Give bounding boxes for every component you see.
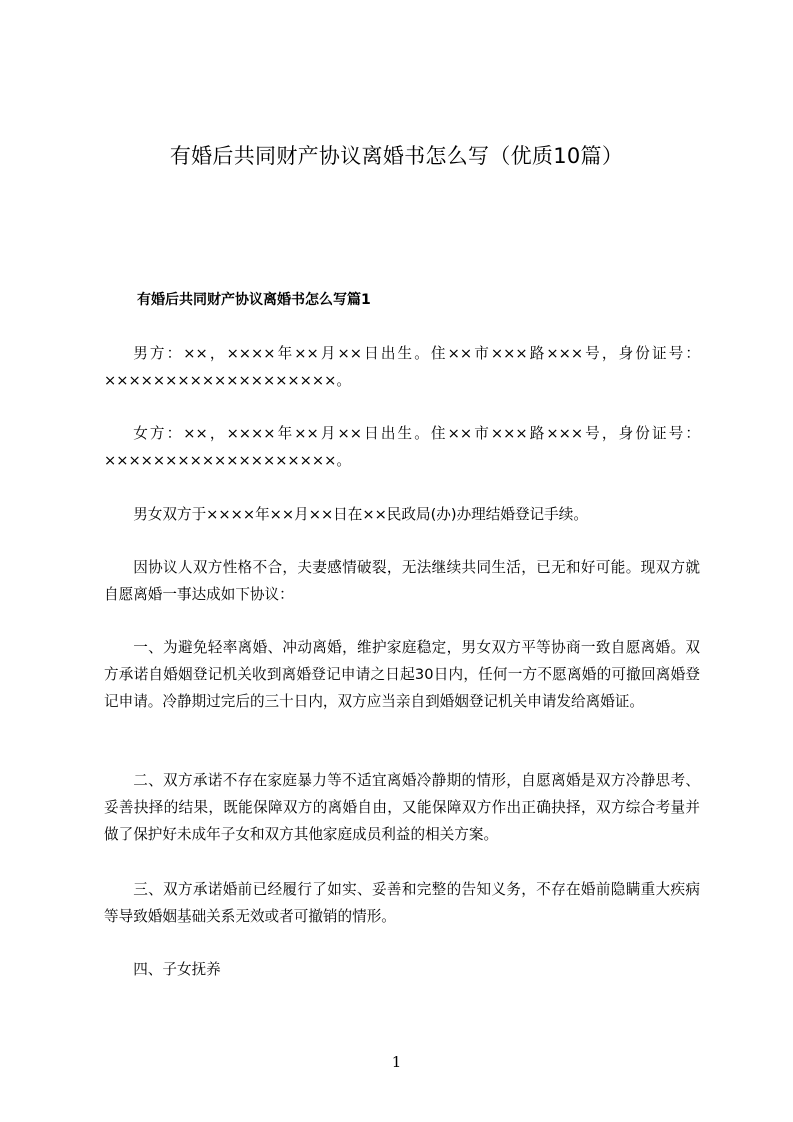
section-heading: 有婚后共同财产协议离婚书怎么写篇1 <box>137 292 371 308</box>
paragraph-female-party: 女方：××，××××年××月××日出生。住××市×××路×××号，身份证号：×××××××××××××××××××。 <box>104 425 700 469</box>
paragraph-male-party: 男方：××，××××年××月××日出生。住××市×××路×××号，身份证号：×××××××××××××××××××。 <box>104 345 700 389</box>
paragraph-reason: 因协议人双方性格不合，夫妻感情破裂，无法继续共同生活，已无和好可能。现双方就自愿离婚一事达成如下协议： <box>104 559 700 603</box>
paragraph-clause-2: 二、双方承诺不存在家庭暴力等不适宜离婚冷静期的情形，自愿离婚是双方冷静思考、妥善抉择的结果，既能保障双方的离婚自由，又能保障双方作出正确抉择，双方综合考量并做了保护好未成年子女和双方其他家庭成员利益的相关方案。 <box>104 772 700 843</box>
paragraph-clause-4-heading: 四、子女抚养 <box>133 961 221 978</box>
paragraph-clause-3: 三、双方承诺婚前已经履行了如实、妥善和完整的告知义务，不存在婚前隐瞒重大疾病等导致婚姻基础关系无效或者可撤销的情形。 <box>104 881 700 925</box>
page-number: 1 <box>391 1053 402 1071</box>
paragraph-marriage-registration: 男女双方于××××年××月××日在××民政局(办)办理结婚登记手续。 <box>133 506 588 523</box>
paragraph-clause-1: 一、为避免轻率离婚、冲动离婚，维护家庭稳定，男女双方平等协商一致自愿离婚。双方承诺自婚姻登记机关收到离婚登记申请之日起30日内，任何一方不愿离婚的可撤回离婚登记申请。冷静期过完后的三十日内，双方应当亲自到婚姻登记机关申请发给离婚证。 <box>104 639 700 710</box>
document-title: 有婚后共同财产协议离婚书怎么写（优质10篇） <box>169 144 624 168</box>
